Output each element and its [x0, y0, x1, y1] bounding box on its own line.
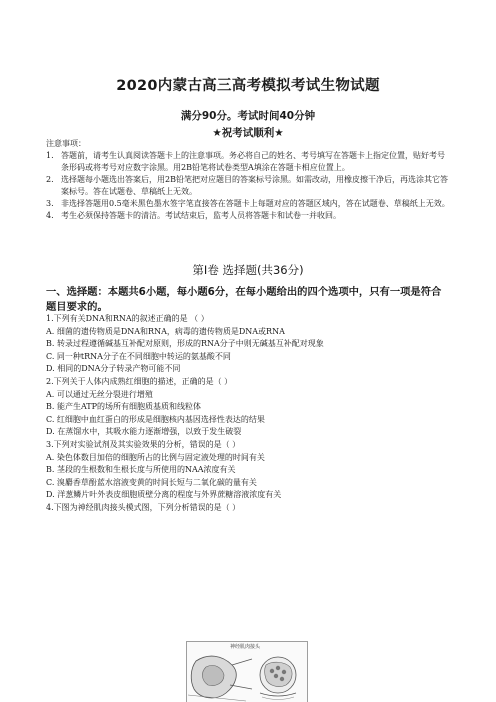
question [46, 502, 451, 515]
option-a: A. 染色体数目加倍的细胞所占的比例与固定液处理的时间有关 [46, 452, 265, 462]
note-item [46, 174, 451, 198]
option-a: A. 可以通过无丝分裂进行增殖 [46, 389, 153, 399]
neuromuscular-junction-figure [186, 641, 308, 702]
option-c: C. 红细胞中血红蛋白的形成是细胞核内基因选择性表达的结果 [46, 414, 265, 424]
note-number: 1. [46, 151, 54, 160]
note-number: 2. [46, 175, 54, 184]
note-item [46, 150, 451, 174]
question-stem: 3.下列对实验试剂及其实验效果的分析，错误的是（ ） [46, 439, 241, 449]
note-text: 考生必须保持答题卡的清洁。考试结束后，监考人员将答题卡和试卷一并收回。 [61, 211, 341, 220]
question-stem: 4.下图为神经肌肉接头模式图，下列分析错误的是（ ） [46, 502, 241, 512]
section-title: 第Ⅰ卷 选择题(共36分) [192, 263, 304, 277]
option-c: C. 溴麝香草酚蓝水溶液变黄的时间长短与二氧化碳的量有关 [46, 477, 257, 487]
note-item [46, 210, 451, 222]
note-item [46, 198, 451, 210]
option-b: B. 转录过程遵循碱基互补配对原则，形成的RNA分子中则无碱基互补配对现象 [46, 339, 324, 349]
option-d: D. 相同的DNA分子转录产物可能不同 [46, 364, 181, 374]
option-b: B. 能产生ATP的场所有细胞质基质和线粒体 [46, 402, 202, 412]
option-b: B. 茎段的生根数和生根长度与所使用的NAA浓度有关 [46, 465, 236, 475]
notes-heading: 注意事项： [46, 139, 86, 148]
option-a: A. 细菌的遗传物质是DNA和RNA，病毒的遗传物质是DNA或RNA [46, 326, 285, 336]
option-d: D. 洋葱鳞片叶外表皮细胞质壁分离的程度与外界蔗糖溶液浓度有关 [46, 490, 282, 500]
note-text: 非选择答题用0.5毫米黑色墨水签字笔直接答在答题卡上每题对应的答题区域内，答在试题卷、草稿纸上无效。 [61, 199, 450, 208]
question-stem: 2.下列关于人体内成熟红细胞的描述，正确的是（ ） [46, 376, 233, 386]
note-text: 答题前，请考生认真阅读答题卡上的注意事项。务必将自己的姓名、考号填写在答题卡上指定位置，贴好考号条形码或将考号对应数字涂黑。用2B铅笔将试卷类型A填涂在答题卡相应位置上。 [61, 151, 445, 172]
note-text: 选择题每小题选出答案后，用2B铅笔把对应题目的答案标号涂黑。如需改动，用橡皮擦干净后，再选涂其它答案标号。答在试题卷、草稿纸上无效。 [61, 175, 448, 196]
question [46, 313, 451, 376]
good-luck-line: ★祝考试顺利★ [212, 127, 284, 139]
question [46, 376, 451, 439]
neuromuscular-junction-diagram [186, 641, 308, 702]
question-list [46, 313, 451, 515]
note-number: 3. [46, 199, 54, 208]
note-number: 4. [46, 211, 54, 220]
question-stem: 1.下列有关DNA和RNA的叙述正确的是 （ ） [46, 314, 209, 323]
exam-title: 2020内蒙古高三高考模拟考试生物试题 [116, 78, 380, 94]
option-d: D. 在蒸馏水中，其吸水能力逐渐增强，以致于发生破裂 [46, 427, 242, 437]
notes-block [46, 138, 451, 222]
option-c: C. 同一种tRNA分子在不同细胞中转运的氨基酸不同 [46, 351, 231, 361]
part-instruction: 一、选择题：本题共6小题，每小题6分，在每小题给出的四个选项中，只有一项是符合题目要求的。 [46, 286, 442, 313]
figure-label: 神经肌肉接头 [230, 644, 261, 650]
question [46, 439, 451, 502]
score-time: 满分90分。考试时间40分钟 [180, 110, 316, 122]
